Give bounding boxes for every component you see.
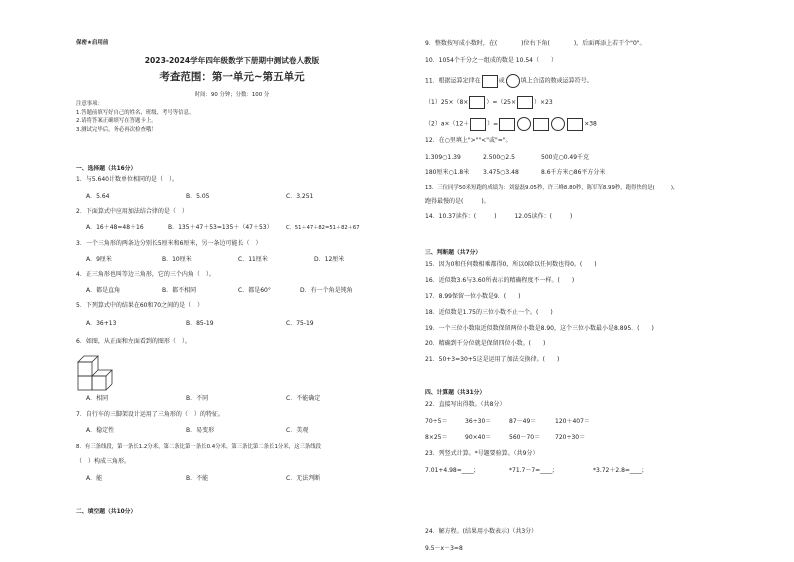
compare-item: 8.6千方米○86平方分米 — [541, 169, 606, 176]
question-11-or: 或 — [498, 77, 505, 85]
calc-item: 560－70＝ — [509, 434, 541, 441]
question-7: 7．自行车的三脚架设计运用了三角形的（ ）的特征。 — [76, 411, 224, 418]
question-24: 24．解方程。(结果用小数表示)（共3分） — [425, 528, 538, 535]
judge-item: 16．近似数3.6与3.60所表示的精确程度不一样。( ) — [425, 277, 575, 284]
option: A．都是直角 — [86, 287, 121, 294]
equation-item: 9.5－x－3=8 — [425, 545, 463, 552]
notes-heading: 注意事项： — [76, 101, 103, 107]
section-title: 一、选择题（共16分） — [76, 166, 137, 172]
option: C．无法判断 — [286, 475, 321, 482]
answer-box[interactable] — [469, 96, 485, 109]
q11-2-part: ×38 — [584, 120, 597, 128]
judge-item: 17．8.99保留一位小数是9．( ) — [425, 293, 521, 300]
calc-item: 8×25＝ — [425, 434, 448, 441]
question-11-rest: 填上合适的数或运算符号。 — [520, 77, 593, 85]
question-22: 22．直接写出得数。（共8分） — [425, 401, 506, 408]
option: B．易变形 — [186, 427, 215, 434]
note-item: 1.答题前填写好自己的姓名、班级、考号等信息。 — [76, 110, 195, 116]
option: B．5.05 — [186, 193, 210, 200]
option: C．3.251 — [286, 193, 314, 200]
exam-meta: 时间：90 分钟；分数：100 分 — [194, 92, 270, 98]
judge-item: 21．50+3=30+5这是运用了加法交换律。( ) — [425, 356, 560, 363]
compare-item: 2.500○2.5 — [483, 154, 515, 161]
calc-item: 720÷30＝ — [555, 434, 586, 441]
option: B．135＋47＋53=135＋（47＋53） — [168, 224, 273, 231]
section-title: 二、填空题（共10分） — [76, 509, 137, 515]
section-title: 四、计算题（共31分） — [425, 390, 486, 396]
option: A．16＋48=48＋16 — [86, 224, 144, 231]
option: B．10厘米 — [162, 256, 192, 263]
question-14: 14．10.37读作：( ) 12.05读作：( ) — [425, 213, 573, 220]
option: D．有一个角是钝角 — [300, 287, 353, 294]
option: A．能 — [86, 475, 103, 482]
question-11-1 — [425, 96, 553, 109]
answer-box[interactable] — [517, 96, 533, 109]
option: C．11厘米 — [238, 256, 268, 263]
question-5: 5．下列算式中的结果在60和70之间的是（ ） — [76, 302, 204, 309]
question-10: 10．1054个千分之一组成的数是 10.54（ ） — [425, 57, 557, 64]
note-item: 3.测试完毕后，务必再次检查哦！ — [76, 127, 157, 133]
calc-item: 90×40＝ — [465, 434, 492, 441]
question-4: 4．正三角形也叫等边三角形，它的三个内角（ ）。 — [76, 271, 215, 278]
answer-box[interactable] — [499, 118, 515, 131]
answer-box[interactable] — [470, 118, 486, 131]
option: A．稳定性 — [86, 427, 115, 434]
question-9: 9．整数按写成小数时，在( )位右下角( )，后面再添上若干个"0"。 — [425, 40, 646, 47]
question-6: 6．如图，从正面和左面看到的图形（ ）。 — [76, 338, 191, 345]
judge-item: 15．因为0和任何数相乘都得0，所以0除以任何数也得0。( ) — [425, 261, 597, 268]
question-23: 23．列竖式计算。*号题要验算。（共9分） — [425, 450, 539, 457]
cube-figure — [76, 352, 124, 392]
answer-box[interactable] — [533, 118, 549, 131]
answer-box[interactable] — [567, 118, 583, 131]
answer-circle[interactable] — [506, 74, 520, 88]
judge-item: 20．精确到千分位就是保留四位小数。( ) — [425, 340, 546, 347]
calc-item: 36÷30＝ — [465, 418, 492, 425]
option: D．12厘米 — [314, 256, 345, 263]
option: C．51＋47＋82=51＋82＋67 — [286, 225, 360, 231]
vertical-calc-item: 7.01+4.98=____; — [425, 467, 476, 474]
option: B．都不相同 — [162, 287, 197, 294]
option: C．75-19 — [286, 320, 314, 327]
answer-box[interactable] — [482, 75, 498, 88]
q11-1-part: （1）25×（8× — [425, 99, 469, 106]
option: A．5.64 — [86, 193, 110, 200]
q11-1-part: ）×23 — [534, 99, 553, 106]
judge-item: 19．一个三位小数取近似数保留两位小数是8.90，这个三位小数最小是8.895．( ) — [425, 325, 654, 332]
question-11 — [425, 74, 593, 88]
option: C．美观 — [286, 427, 309, 434]
question-13-cont: 跑得最慢的是( )。 — [425, 198, 490, 205]
option: A．相同 — [86, 395, 109, 402]
answer-circle[interactable] — [517, 117, 531, 131]
compare-item: 500克○0.49千克 — [541, 154, 590, 161]
option: C．不能确定 — [286, 395, 321, 402]
compare-item: 1.309○1.39 — [425, 154, 461, 161]
judge-item: 18．近似数是1.75的三位小数不止一个。( ) — [425, 309, 553, 316]
exam-scope: 考查范围：第一单元~第五单元 — [159, 71, 305, 83]
vertical-calc-item: *3.72＋2.8=____; — [593, 467, 644, 474]
question-8-cont: （ ）构成三角形。 — [76, 458, 131, 465]
option: B．不同 — [186, 395, 209, 402]
option: B．85-19 — [186, 320, 214, 327]
question-11-2 — [425, 117, 597, 131]
question-12: 12．在○里填上">""<"或"="。 — [425, 137, 512, 144]
calc-item: 87－49＝ — [509, 418, 537, 425]
q11-1-part: ）=（25× — [486, 99, 517, 106]
question-3: 3．一个三角形的两条边分别长5厘米和6厘米，另一条边可能长（ ） — [76, 240, 262, 247]
question-13: 13．三位同学50米短跑的成绩为：刘磊磊9.05秒，许三峰8.80秒，陈军军8.99秒，跑得快的是( )， — [425, 185, 679, 191]
exam-title: 2023-2024学年四年级数学下册期中测试卷人教版 — [144, 56, 320, 65]
calc-item: 120＋407＝ — [555, 418, 590, 425]
q11-2-part: ）= — [487, 120, 499, 128]
question-1: 1．与5.640计数单位相同的是（ ）。 — [76, 176, 178, 183]
compare-item: 3.475○3.48 — [483, 169, 519, 176]
question-2: 2．下面算式中应用加法结合律的是（ ） — [76, 208, 188, 215]
compare-item: 180厘米○1.8米 — [425, 169, 470, 176]
option: A．36+13 — [86, 320, 117, 327]
option: B．不能 — [186, 475, 209, 482]
note-item: 2.请将答案正确填写在答题卡上。 — [76, 118, 157, 124]
question-11-text: 11．根据运算定律在 — [425, 77, 481, 85]
option: A．9厘米 — [86, 256, 112, 263]
q11-2-part: （2）a×（12＋ — [425, 120, 470, 128]
question-8: 8．有三条线段，第一条长1.2分米，第二条比第一条长0.4分米，第三条比第二条长1分米，这三条线段 — [76, 444, 322, 450]
answer-circle[interactable] — [551, 117, 565, 131]
section-title: 三、判断题（共7分） — [425, 250, 482, 256]
vertical-calc-item: *71.7－7=____; — [509, 467, 555, 474]
calc-item: 70÷5＝ — [425, 418, 448, 425]
secret-label: 保密★启用前 — [76, 40, 109, 46]
option: C．都是60° — [238, 287, 271, 294]
